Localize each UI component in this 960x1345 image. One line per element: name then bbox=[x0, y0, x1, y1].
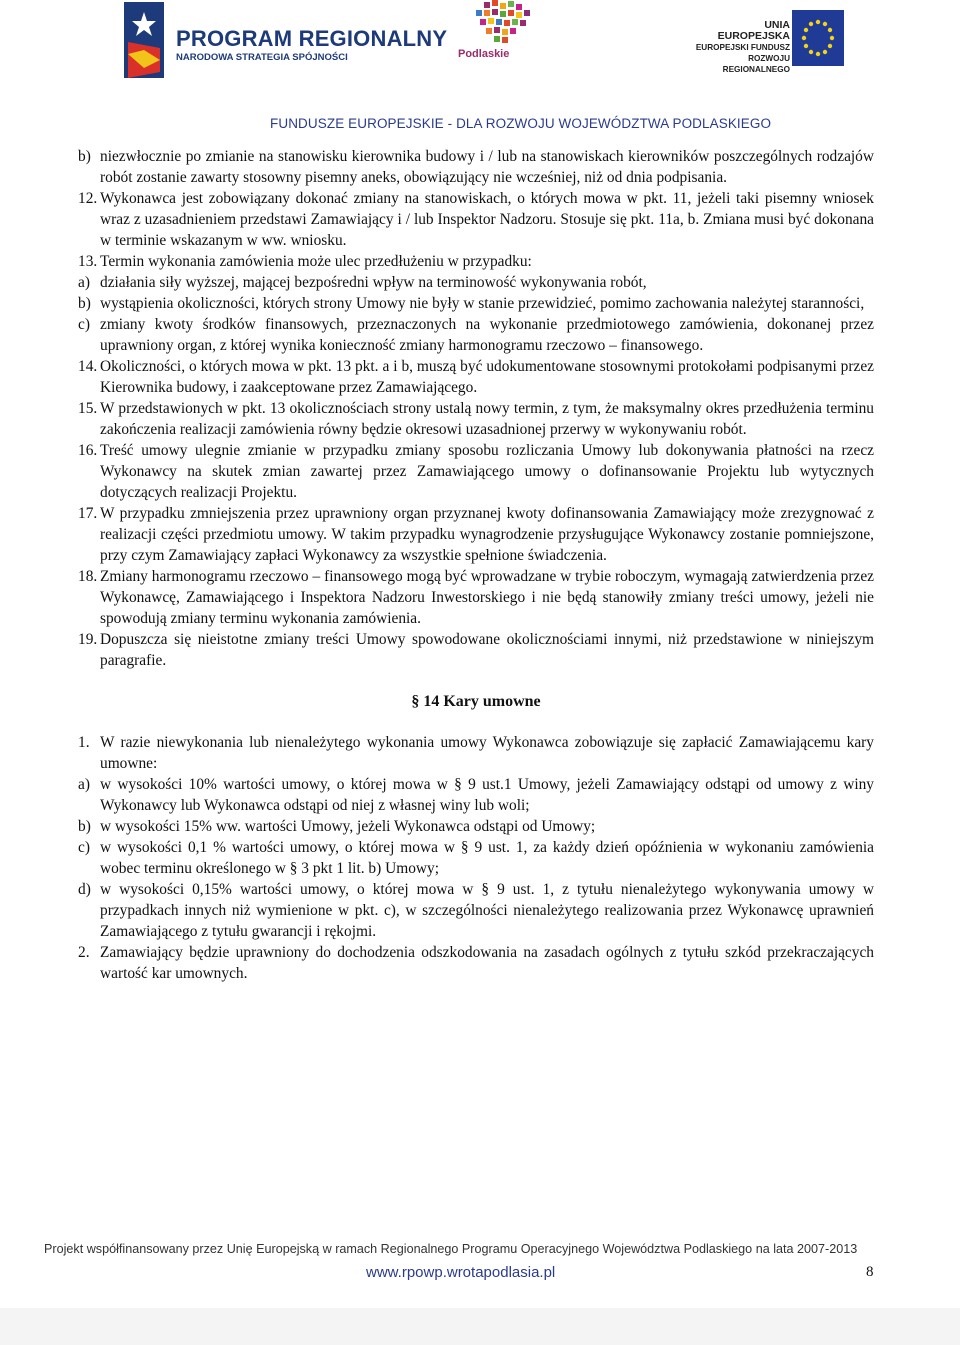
list-item-marker: 17. bbox=[78, 505, 98, 522]
penalties-list bbox=[78, 732, 874, 984]
list-item-marker: 15. bbox=[78, 400, 98, 417]
list-item bbox=[78, 629, 874, 671]
list-item-marker: 14. bbox=[78, 358, 98, 375]
footer-url-link[interactable]: www.rpowp.wrotapodlasia.pl bbox=[366, 1264, 556, 1281]
eu-subtitle-2: ROZWOJU REGIONALNEGO bbox=[722, 54, 790, 74]
list-item-text: zmiany kwoty środków finansowych, przeznaczonych na wykonanie przedmiotowego zamówienia, dokonanej przez uprawniony organ, z której wynika konieczność zmiany harmonogramu rzeczowo – finansowego. bbox=[100, 316, 874, 354]
list-item-marker: 18. bbox=[78, 568, 98, 585]
eu-logo-text bbox=[690, 20, 790, 75]
document-body bbox=[78, 146, 874, 984]
list-item bbox=[78, 774, 874, 816]
list-item-marker: 16. bbox=[78, 442, 98, 459]
list-item bbox=[78, 188, 874, 251]
list-item bbox=[78, 398, 874, 440]
list-item bbox=[78, 566, 874, 629]
list-item-marker: 12. bbox=[78, 190, 98, 207]
list-item-marker: d) bbox=[78, 881, 91, 898]
list-item-text: w wysokości 15% ww. wartości Umowy, jeżeli Wykonawca odstąpi od Umowy; bbox=[100, 818, 596, 835]
page-number: 8 bbox=[866, 1264, 874, 1280]
funds-tagline: FUNDUSZE EUROPEJSKIE - DLA ROZWOJU WOJEWÓDZTWA PODLASKIEGO bbox=[270, 116, 772, 131]
eu-subtitle-1: EUROPEJSKI FUNDUSZ bbox=[695, 43, 790, 52]
list-item-marker: a) bbox=[78, 274, 90, 291]
list-item bbox=[78, 942, 874, 984]
list-item-marker: c) bbox=[78, 839, 90, 856]
list-item bbox=[78, 146, 874, 188]
list-item bbox=[78, 356, 874, 398]
list-item-marker: c) bbox=[78, 316, 90, 333]
list-item-text: Termin wykonania zamówienia może ulec przedłużeniu w przypadku: bbox=[100, 253, 532, 270]
list-item-text: W przedstawionych w pkt. 13 okolicznościach strony ustalą nowy termin, z tym, że maksymalny okres przedłużenia terminu zakończenia realizacji zamówienia równy będzie okresowi uzasadnionej przerwy w wykonywaniu robót. bbox=[100, 400, 874, 438]
list-item bbox=[78, 503, 874, 566]
podlaskie-label: Podlaskie bbox=[458, 48, 510, 60]
list-item-text: działania siły wyższej, mającej bezpośredni wpływ na terminowość wykonywania robót, bbox=[100, 274, 647, 291]
section-title: § 14 Kary umowne bbox=[411, 693, 541, 710]
program-regionalny-logo bbox=[124, 2, 448, 80]
list-item-marker: b) bbox=[78, 295, 91, 312]
footer-band bbox=[0, 1308, 960, 1345]
list-item bbox=[78, 314, 874, 356]
list-item bbox=[78, 816, 874, 837]
program-regionalny-mark-icon bbox=[124, 2, 164, 78]
list-item-text: Zmiany harmonogramu rzeczowo – finansowego mogą być wprowadzane w trybie roboczym, wymagają zatwierdzenia przez Wykonawcę, Zamawiającego i Inspektora Nadzoru Inwestorskiego i nie będą stanowiły zmiany treści umowy, jeżeli nie spowodują zmiany terminu wykonania zamówienia. bbox=[100, 568, 874, 627]
eu-title: UNIA EUROPEJSKA bbox=[717, 19, 790, 42]
page-header bbox=[0, 0, 960, 140]
list-item-text: Wykonawca jest zobowiązany dokonać zmiany na stanowiskach, o których mowa w pkt. 11, jeżeli taki pisemny wniosek wraz z uzasadnieniem przedstawi Zamawiający i / lub Inspektor Nadzoru. Stosuje się pkt. 11a, b. Zmiana musi być dokonana w terminie wskazanym w ww. wniosku. bbox=[100, 190, 874, 249]
list-item-marker: 2. bbox=[78, 944, 90, 961]
eu-logo bbox=[690, 8, 850, 72]
list-item-text: Dopuszcza się nieistotne zmiany treści Umowy spowodowane okolicznościami innymi, niż przedstawione w niniejszym paragrafie. bbox=[100, 631, 874, 669]
list-item-text: wystąpienia okoliczności, których strony Umowy nie były w stanie przewidzieć, pomimo zachowania należytej staranności, bbox=[100, 295, 865, 312]
list-item-marker: 1. bbox=[78, 734, 90, 751]
list-item-marker: b) bbox=[78, 818, 91, 835]
list-item-marker: 13. bbox=[78, 253, 98, 270]
list-item-marker: 19. bbox=[78, 631, 98, 648]
list-item-text: W przypadku zmniejszenia przez uprawniony organ przyznanej kwoty dofinansowania Zamawiający może zrezygnować z realizacji części przedmiotu umowy. W takim przypadku wynagrodzenie przysługujące Wykonawcy zostanie pomniejszone, przy czym Zamawiający zapłaci Wykonawcy za wszystkie spełnione świadczenia. bbox=[100, 505, 874, 564]
list-item bbox=[78, 272, 874, 293]
list-item-text: w wysokości 10% wartości umowy, o której mowa w § 9 ust.1 Umowy, jeżeli Zamawiający odstąpi od umowy z winy Wykonawcy lub Wykonawca odstąpi od niej z własnej winy lub woli; bbox=[100, 776, 874, 814]
cofinancing-note: Projekt współfinansowany przez Unię Europejską w ramach Regionalnego Programu Operacyjnego Województwa Podlaskiego na lata 2007-2013 bbox=[44, 1242, 858, 1256]
list-item bbox=[78, 837, 874, 879]
program-subtitle: NARODOWA STRATEGIA SPÓJNOŚCI bbox=[176, 52, 348, 63]
list-item-text: W razie niewykonania lub nienależytego wykonania umowy Wykonawca zobowiązuje się zapłacić Zamawiającemu kary umowne: bbox=[100, 734, 874, 772]
list-item-text: Okoliczności, o których mowa w pkt. 13 pkt. a i b, muszą być udokumentowane stosownymi protokołami podpisanymi przez Kierownika budowy, i zaakceptowane przez Zamawiającego. bbox=[100, 358, 874, 396]
list-item-text: Treść umowy ulegnie zmianie w przypadku zmiany sposobu rozliczania Umowy lub dokonywania płatności na rzecz Wykonawcy na skutek zmian zawartej przez Zamawiającego umowy o dofinansowanie Projektu lub wytycznych dotyczących realizacji Projektu. bbox=[100, 442, 874, 501]
list-item-marker: b) bbox=[78, 148, 91, 165]
list-item-marker: a) bbox=[78, 776, 90, 793]
program-title: PROGRAM REGIONALNY bbox=[176, 26, 448, 51]
contract-changes-list bbox=[78, 146, 874, 671]
list-item bbox=[78, 251, 874, 272]
eu-flag-icon bbox=[792, 10, 844, 66]
list-item bbox=[78, 440, 874, 503]
list-item-text: Zamawiający będzie uprawniony do dochodzenia odszkodowania na zasadach ogólnych z tytułu szkód przekraczających wartość kar umownych. bbox=[100, 944, 874, 982]
list-item bbox=[78, 293, 874, 314]
list-item-text: w wysokości 0,1 % wartości umowy, o której mowa w § 9 ust. 1, za każdy dzień opóźnienia w wykonaniu zamówienia wobec terminu określonego w § 3 pkt 1 lit. b) Umowy; bbox=[100, 839, 874, 877]
list-item-text: niezwłocznie po zmianie na stanowisku kierownika budowy i / lub na stanowiskach kierowników poszczególnych rodzajów robót zostanie zawarty stosowny pisemny aneks, obowiązujący nie wcześniej, niż od dnia podpisania. bbox=[100, 148, 874, 186]
list-item bbox=[78, 732, 874, 774]
list-item-text: w wysokości 0,15% wartości umowy, o której mowa w § 9 ust. 1, z tytułu nienależytego wykonywania umowy w przypadkach innych niż wymienione w pkt. c), w szczególności nienależytego realizowania przez Wykonawcę uprawnień Zamawiającego z tytułu gwarancji i rękojmi. bbox=[100, 881, 874, 940]
list-item bbox=[78, 879, 874, 942]
